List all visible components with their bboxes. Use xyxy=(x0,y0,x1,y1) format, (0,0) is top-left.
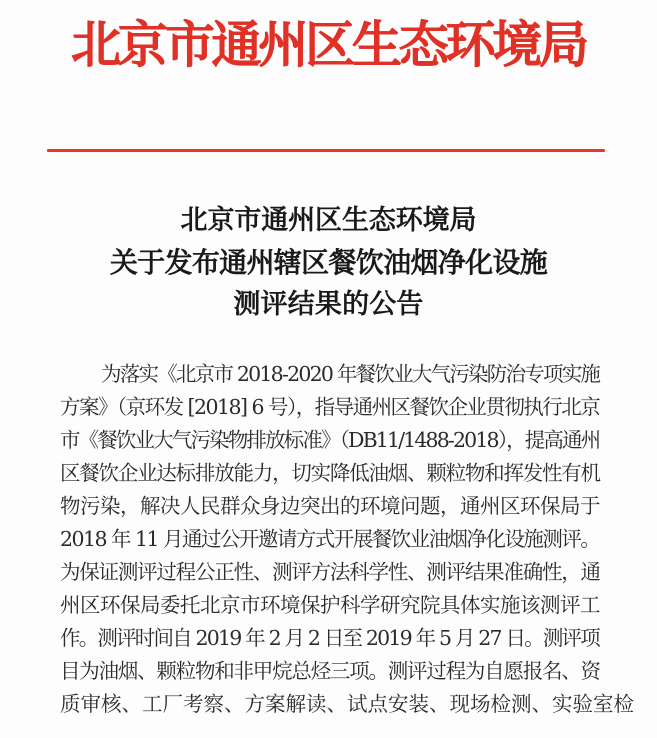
title-line-3: 测评结果的公告 xyxy=(233,289,424,320)
body-line: 2018 年 11 月通过公开邀请方式开展餐饮业油烟净化设施测评。 xyxy=(60,527,600,551)
body-line xyxy=(60,358,601,391)
body-line-text: 为落实《北京市 2018-2020 年餐饮业大气污染防治专项实施 xyxy=(101,362,600,386)
title-line-1: 北京市通州区生态环境局 xyxy=(180,205,477,236)
body-line: 市《餐饮业大气污染物排放标准》（DB11/1488-2018），提高通州 xyxy=(60,428,600,452)
body-line: 方案》（京环发 [2018] 6 号），指导通州区餐饮企业贯彻执行北京 xyxy=(60,395,600,419)
document-title xyxy=(0,200,657,326)
title-line-2: 关于发布通州辖区餐饮油烟净化设施 xyxy=(109,246,548,279)
body-line: 物污染，解决人民群众身边突出的环境问题，通州区环保局于 xyxy=(60,494,600,518)
body-line: 为保证测评过程公正性、测评方法科学性、测评结果准确性，通 xyxy=(60,560,600,584)
masthead-divider xyxy=(0,149,657,154)
body-line: 质审核、工厂考察、方案解读、试点安装、现场检测、实验室检 xyxy=(60,692,634,716)
body-line: 区餐饮企业达标排放能力，切实降低油烟、颗粒物和挥发性有机 xyxy=(60,461,600,485)
document-body xyxy=(60,358,634,721)
red-divider-line xyxy=(47,149,605,152)
agency-masthead: 北京市通州区生态环境局 xyxy=(71,15,586,74)
body-line: 目为油烟、颗粒物和非甲烷总烃三项。测评过程为自愿报名、资 xyxy=(60,659,600,683)
body-line: 州区环保局委托北京市环境保护科学研究院具体实施该测评工 xyxy=(60,593,600,617)
body-line: 作。测评时间自 2019 年 2 月 2 日至 2019 年 5 月 27 日。测评项 xyxy=(60,626,599,650)
